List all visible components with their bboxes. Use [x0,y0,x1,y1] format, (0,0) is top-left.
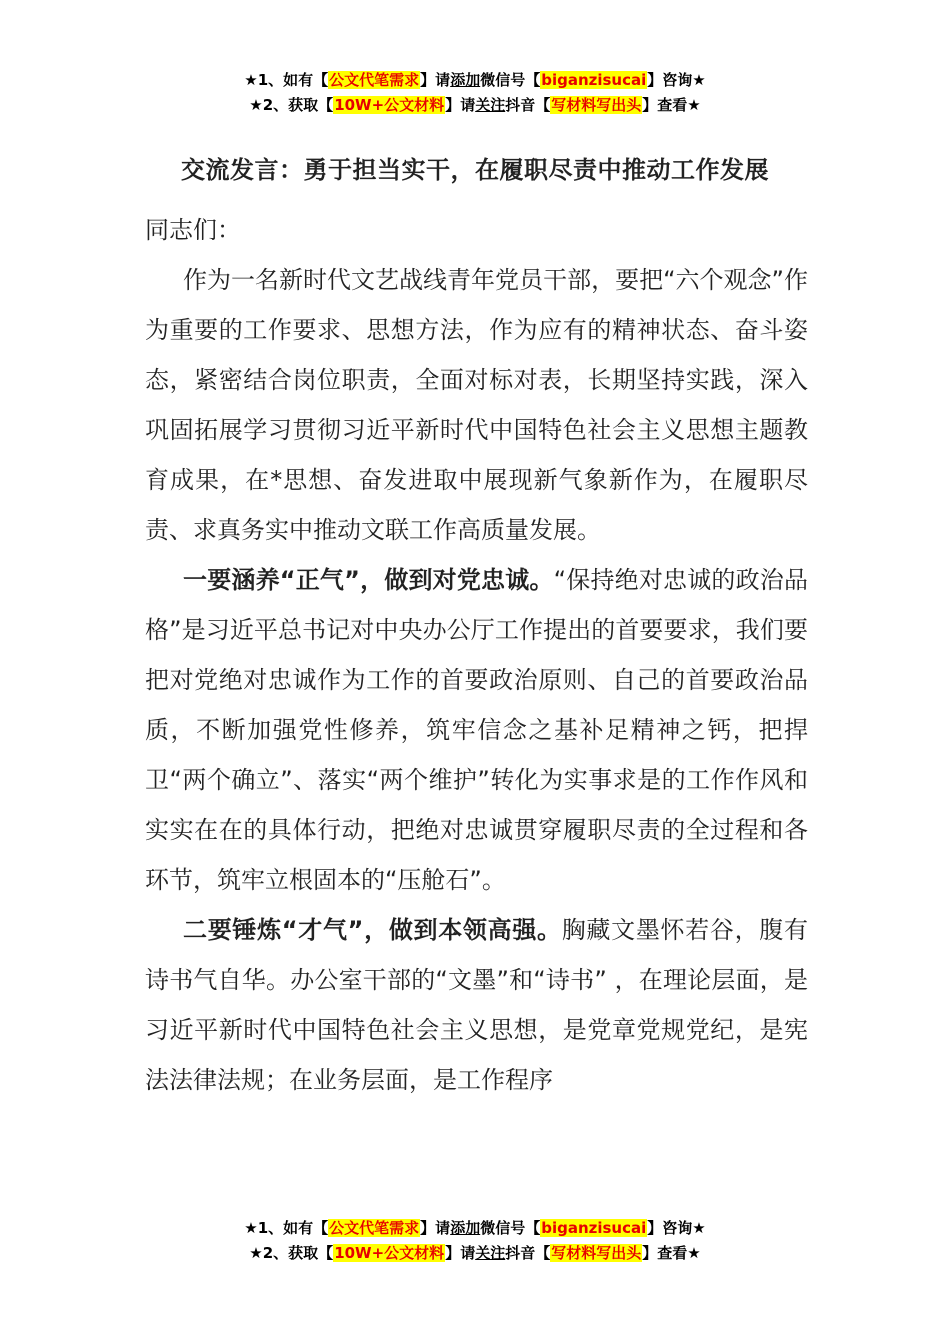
banner-text: 】查看★ [642,96,701,114]
banner-text: 】咨询★ [647,1219,706,1237]
banner-text: 】查看★ [642,1244,701,1262]
highlight-materials: 10W+公文材料 [334,96,445,114]
highlight-materials: 10W+公文材料 [334,1244,445,1262]
paragraph-text: 胸藏文墨怀若谷，腹有诗书气自华。办公室干部的“文墨”和“诗书” ，在理论层面，是习近平新时代中国特色社会主义思想，是党章党规党纪，是宪法法律法规；在业务层面，是工作程序 [145,916,809,1094]
highlight-douyin-account: 写材料写出头 [551,96,642,114]
highlight-wechat-id: biganzisucai [541,1219,647,1237]
banner-underline: 添加 [450,1219,481,1237]
banner-underline: 添加 [450,71,481,89]
banner-text: ★2、获取【 [249,96,334,114]
paragraph-loyalty [145,555,808,905]
top-banner [0,68,950,118]
highlight-douyin-account: 写材料写出头 [551,1244,642,1262]
highlight-service: 公文代笔需求 [329,71,420,89]
banner-text: ★2、获取【 [249,1244,334,1262]
banner-line-2 [0,93,950,118]
document-body [145,205,808,1105]
banner-text: 】咨询★ [647,71,706,89]
banner-text: 微信号【 [480,1219,541,1237]
banner-line-1 [0,68,950,93]
banner-text: ★1、如有【 [244,1219,329,1237]
document-title: 交流发言：勇于担当实干，在履职尽责中推动工作发展 [181,156,769,184]
paragraph-intro: 作为一名新时代文艺战线青年党员干部，要把“六个观念”作为重要的工作要求、思想方法，作为应有的精神状态、奋斗姿态，紧密结合岗位职责，全面对标对表，长期坚持实践，深入巩固拓展学习贯彻习近平新时代中国特色社会主义思想主题教育成果，在*思想、奋发进取中展现新气象新作为，在履职尽责、求真务实中推动文联工作高质量发展。 [145,266,808,544]
banner-underline: 关注 [475,1244,506,1262]
banner-text: 抖音【 [505,96,551,114]
banner-text: 】请 [445,1244,476,1262]
highlight-wechat-id: biganzisucai [541,71,647,89]
banner-underline: 关注 [475,96,506,114]
banner-text: 】请 [420,71,451,89]
paragraph-text: “保持绝对忠诚的政治品格”是习近平总书记对中央办公厅工作提出的首要要求，我们要把对党绝对忠诚作为工作的首要政治原则、自己的首要政治品质，不断加强党性修养，筑牢信念之基补足精神之钙，把捍卫“两个确立”、落实“两个维护”转化为实事求是的工作作风和实实在在的具体行动，把绝对忠诚贯穿履职尽责的全过程和各环节，筑牢立根固本的“压舱石”。 [145,566,809,894]
banner-line-1 [0,1216,950,1241]
banner-text: 微信号【 [480,71,541,89]
banner-text: ★1、如有【 [244,71,329,89]
paragraph-heading: 二要锤炼“才气”，做到本领高强。 [183,916,562,944]
bottom-banner [0,1216,950,1266]
paragraph-ability [145,905,808,1105]
paragraph-heading: 一要涵养“正气”，做到对党忠诚。 [183,566,554,594]
banner-line-2 [0,1241,950,1266]
banner-text: 】请 [445,96,476,114]
banner-text: 抖音【 [505,1244,551,1262]
banner-text: 】请 [420,1219,451,1237]
salutation: 同志们： [145,216,241,244]
highlight-service: 公文代笔需求 [329,1219,420,1237]
